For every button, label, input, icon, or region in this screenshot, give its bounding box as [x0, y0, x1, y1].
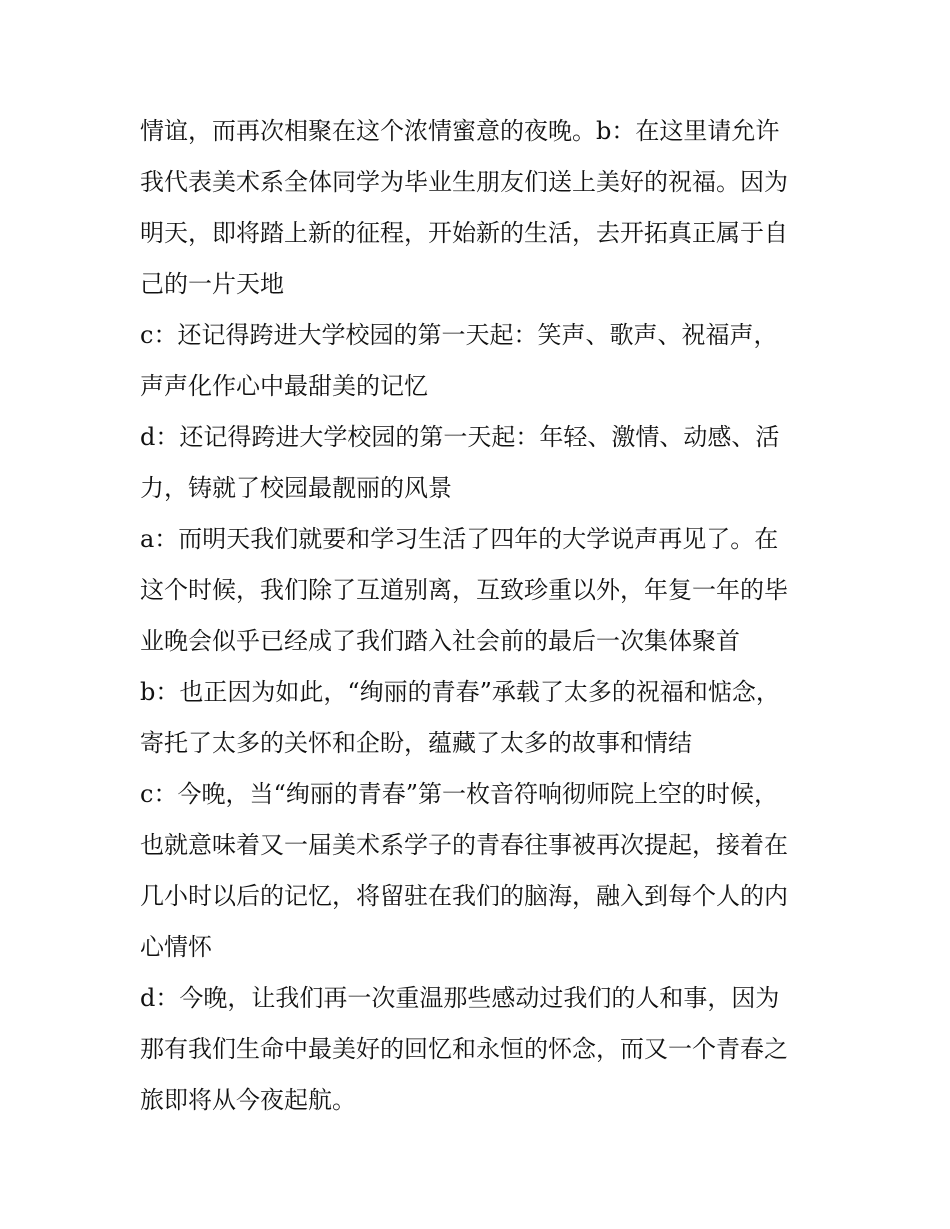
text-line: 那有我们生命中最美好的回忆和永恒的怀念，而又一个青春之: [140, 1035, 788, 1063]
text-line: 业晚会似乎已经成了我们踏入社会前的最后一次集体聚首: [140, 627, 740, 655]
document-body: [140, 106, 820, 1126]
text-line: 声声化作心中最甜美的记忆: [140, 372, 428, 400]
text-line: d：还记得跨进大学校园的第一天起：年轻、激情、动感、活: [140, 423, 780, 451]
text-line: a：而明天我们就要和学习生活了四年的大学说声再见了。在: [140, 525, 779, 553]
text-line: 心情怀: [140, 933, 212, 961]
text-line: 力，铸就了校园最靓丽的风景: [140, 474, 452, 502]
text-line: 明天，即将踏上新的征程，开始新的生活，去开拓真正属于自: [140, 219, 788, 247]
text-line: c：今晚，当“绚丽的青春”第一枚音符响彻师院上空的时候，: [140, 780, 778, 808]
text-line: b：也正因为如此，“绚丽的青春”承载了太多的祝福和惦念，: [140, 678, 780, 706]
text-line: 几小时以后的记忆，将留驻在我们的脑海，融入到每个人的内: [140, 882, 788, 910]
text-line: 寄托了太多的关怀和企盼，蕴藏了太多的故事和情结: [140, 729, 692, 757]
text-line: 情谊，而再次相聚在这个浓情蜜意的夜晚。b：在这里请允许: [140, 117, 780, 145]
text-line: 也就意味着又一届美术系学子的青春往事被再次提起，接着在: [140, 831, 788, 859]
text-line: 旅即将从今夜起航。: [140, 1086, 356, 1114]
text-line: 我代表美术系全体同学为毕业生朋友们送上美好的祝福。因为: [140, 168, 788, 196]
text-line: 己的一片天地: [140, 270, 284, 298]
text-line: c：还记得跨进大学校园的第一天起：笑声、歌声、祝福声，: [140, 321, 778, 349]
text-line: 这个时候，我们除了互道别离，互致珍重以外，年复一年的毕: [140, 576, 788, 604]
text-line: d：今晚，让我们再一次重温那些感动过我们的人和事，因为: [140, 984, 780, 1012]
